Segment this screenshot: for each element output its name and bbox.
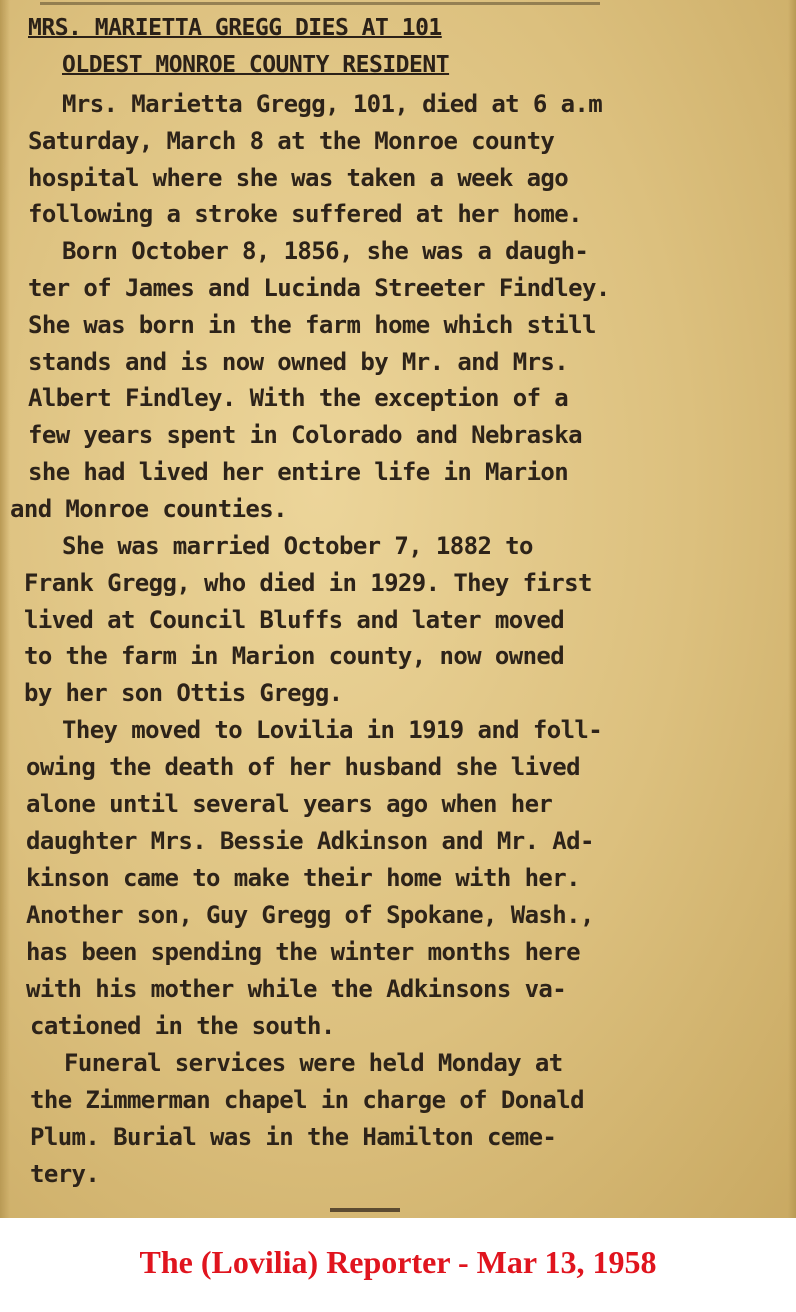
headline-primary: MRS. MARIETTA GREGG DIES AT 101 [28,15,442,41]
article-line: tery. [30,1160,100,1188]
article-line: and Monroe counties. [10,495,287,523]
article-line: Frank Gregg, who died in 1929. They first [24,569,592,597]
article-line: alone until several years ago when her [26,790,553,818]
article-line: few years spent in Colorado and Nebraska [28,421,582,449]
article-line: by her son Ottis Gregg. [24,679,343,707]
article-line: Mrs. Marietta Gregg, 101, died at 6 a.m [62,90,603,118]
clipping-left-edge [0,0,10,1218]
article-line: kinson came to make their home with her. [26,864,580,892]
article-line: lived at Council Bluffs and later moved [24,606,565,634]
headline-secondary: OLDEST MONROE COUNTY RESIDENT [62,52,450,78]
article-line: daughter Mrs. Bessie Adkinson and Mr. Ad- [26,827,594,855]
article-line: Plum. Burial was in the Hamilton ceme- [30,1123,557,1151]
article-line: Saturday, March 8 at the Monroe county [28,127,555,155]
top-rule [40,2,600,5]
article-line: cationed in the south. [30,1012,335,1040]
article-line: with his mother while the Adkinsons va- [26,975,567,1003]
article-line: following a stroke suffered at her home. [28,200,582,228]
source-caption: The (Lovilia) Reporter - Mar 13, 1958 [139,1244,657,1280]
article-line: ter of James and Lucinda Streeter Findley. [28,274,610,302]
article-line: Another son, Guy Gregg of Spokane, Wash., [26,901,594,929]
article-line: has been spending the winter months here [26,938,580,966]
article-line: Born October 8, 1856, she was a daugh- [62,237,589,265]
article-line: she had lived her entire life in Marion [28,458,569,486]
article-line: stands and is now owned by Mr. and Mrs. [28,348,569,376]
article-line: hospital where she was taken a week ago [28,164,569,192]
article-line: She was born in the farm home which still [28,311,596,339]
article-line: owing the death of her husband she lived [26,753,580,781]
article-line: the Zimmerman chapel in charge of Donald [30,1086,584,1114]
end-rule [330,1208,400,1212]
article-line: to the farm in Marion county, now owned [24,642,565,670]
article-line: They moved to Lovilia in 1919 and foll- [62,716,603,744]
article-line: Albert Findley. With the exception of a [28,384,569,412]
clipping-right-edge [788,0,796,1218]
article-line: Funeral services were held Monday at [64,1049,563,1077]
article-line: She was married October 7, 1882 to [62,532,533,560]
